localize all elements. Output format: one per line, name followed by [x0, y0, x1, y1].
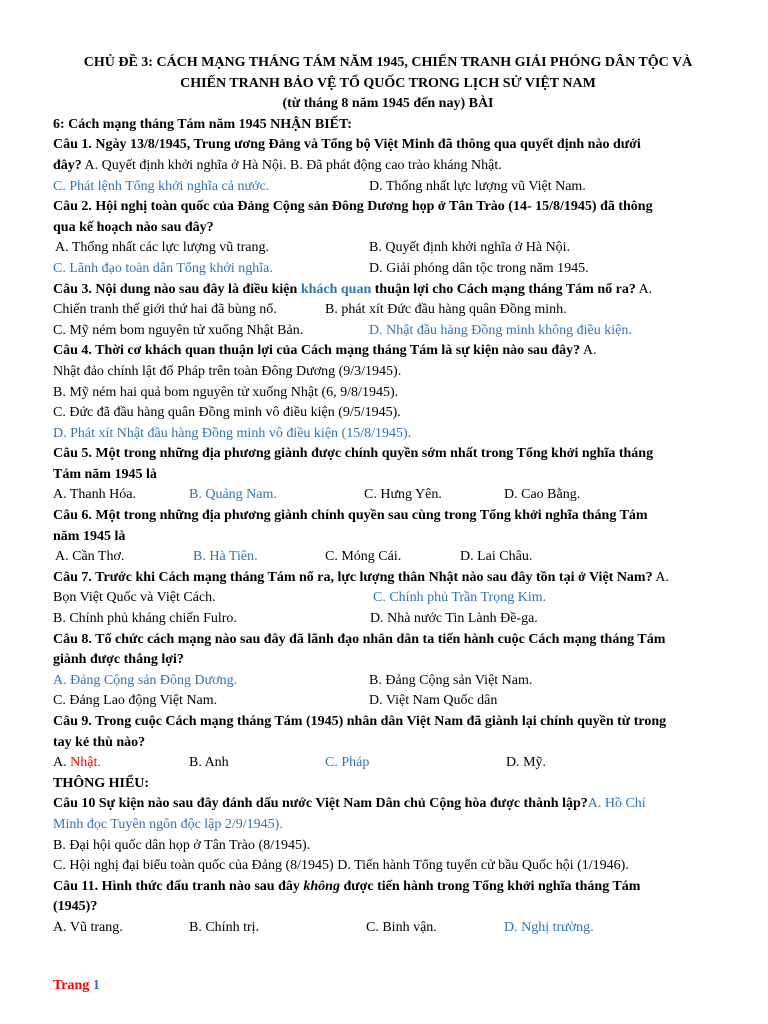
question-9-options	[53, 753, 723, 774]
question-3-line-1	[53, 280, 723, 301]
question-6-options	[53, 547, 723, 568]
question-10-options-cd: C. Hội nghị đại biểu toàn quốc của Đảng (8/1945) D. Tiến hành Tổng tuyển cử bầu Quốc hội (1/1946).	[53, 858, 629, 874]
question-9	[53, 712, 723, 774]
question-5-options	[53, 485, 723, 506]
question-3-keyword: khách quan	[300, 281, 372, 297]
question-1-options-ab: A. Quyết định khởi nghĩa ở Hà Nội. B. Đã phát động cao trào kháng Nhật.	[81, 157, 502, 173]
page-footer	[53, 976, 100, 997]
question-4-option-d-prefix: D.	[53, 425, 67, 441]
question-4-option-c: C. Đức đã đầu hàng quân Đồng minh vô điều kiện (9/5/1945).	[53, 405, 401, 421]
question-10-line-1	[53, 794, 723, 815]
question-2-option-a: A. Thống nhất các lực lượng vũ trang.	[55, 240, 269, 256]
question-4-option-b: B. Mỹ ném hai quả bom nguyên tử xuống Nhật (6, 9/8/1945).	[53, 384, 399, 400]
question-5-option-b: B. Quảng Nam.	[189, 487, 277, 503]
question-7-options-bd	[53, 609, 723, 630]
question-7-text: Câu 7. Trước khi Cách mạng tháng Tám nổ ra, lực lượng thân Nhật nào sau đây tồn tại ở Việt Nam?	[53, 569, 653, 585]
question-1-options-cd	[53, 177, 723, 198]
page-number: 1	[92, 978, 100, 993]
question-3-option-b: B. phát xít Đức đầu hàng quân Đồng minh.	[325, 302, 567, 318]
title-line-2: CHIẾN TRANH BẢO VỆ TỔ QUỐC TRONG LỊCH SỬ VIỆT NAM	[180, 75, 596, 91]
question-1-option-c: C. Phát lệnh Tổng khởi nghĩa cả nước.	[53, 178, 270, 194]
question-2-options-ab	[53, 238, 723, 259]
question-3-option-c: C. Mỹ ném bom nguyên tử xuống Nhật Bản.	[53, 322, 304, 338]
question-7-option-a-prefix: A.	[652, 569, 669, 585]
question-9-option-b: B. Anh	[189, 755, 229, 771]
question-9-option-a-prefix: A.	[53, 755, 71, 771]
question-3-option-d: D. Nhật đầu hàng Đồng minh không điều kiện.	[369, 322, 632, 338]
question-3-option-a: Chiến tranh thế giới thứ hai đã bùng nổ.	[53, 302, 277, 318]
question-10	[53, 794, 723, 876]
question-10-option-a-end: Minh đọc Tuyên ngôn độc lập 2/9/1945).	[53, 816, 283, 832]
document-title	[53, 53, 723, 115]
question-5-option-a: A. Thanh Hóa.	[53, 487, 136, 503]
question-11-text-2: (1945)?	[53, 899, 98, 915]
question-7-option-b: B. Chính phủ kháng chiến Fulro.	[53, 611, 237, 627]
question-11-line-1	[53, 877, 723, 898]
question-9-option-d: D. Mỹ.	[506, 755, 547, 771]
question-8-option-c: C. Đảng Lao động Việt Nam.	[53, 693, 218, 709]
question-3-option-a-prefix: A.	[635, 281, 653, 297]
question-6-option-c: C. Móng Cái.	[325, 549, 402, 565]
question-3-options-ab	[53, 300, 723, 321]
question-1-line-2	[53, 156, 723, 177]
section-heading: 6: Cách mạng tháng Tám năm 1945 NHẬN BIẾT:	[53, 116, 352, 132]
question-2-text-2: qua kế hoạch nào sau đây?	[53, 219, 214, 235]
question-7-option-c: C. Chính phủ Trần Trọng Kim.	[373, 590, 547, 606]
question-8-option-b: B. Đảng Cộng sản Việt Nam.	[369, 672, 533, 688]
question-8-text-2: giành được thắng lợi?	[53, 652, 184, 668]
question-6-option-b: B. Hà Tiên.	[193, 549, 258, 565]
question-11-option-b: B. Chính trị.	[189, 919, 260, 935]
question-6	[53, 506, 723, 568]
question-4-text: Câu 4. Thời cơ khách quan thuận lợi của Cách mạng tháng Tám là sự kiện nào sau đây?	[53, 343, 581, 359]
question-2-option-b: B. Quyết định khởi nghĩa ở Hà Nội.	[369, 240, 571, 256]
question-4-option-a-prefix: A.	[580, 343, 597, 359]
question-5-text-1: Câu 5. Một trong những địa phương giành được chính quyền sớm nhất trong Tổng khởi nghĩa tháng	[53, 446, 654, 462]
question-11-text-end: được tiến hành trong Tổng khởi nghĩa tháng Tám	[339, 878, 641, 894]
question-4-line-1	[53, 341, 723, 362]
question-3-options-cd	[53, 321, 723, 342]
question-2-option-d: D. Giải phóng dân tộc trong năm 1945.	[369, 260, 589, 276]
section-heading-2: THÔNG HIỂU:	[53, 775, 150, 791]
question-10-text: Câu 10 Sự kiện nào sau đây đánh dấu nước Việt Nam Dân chủ Cộng hòa được thành lập?	[53, 796, 588, 812]
question-8-option-a: A. Đảng Cộng sản Đông Dương.	[53, 672, 238, 688]
page-label: Trang	[53, 978, 90, 993]
question-6-text-2: năm 1945 là	[53, 528, 126, 544]
question-7-option-d: D. Nhà nước Tin Lành Đề-ga.	[370, 611, 538, 627]
document-content	[53, 53, 723, 939]
question-6-option-d: D. Lai Châu.	[460, 549, 533, 565]
question-2	[53, 197, 723, 279]
question-5-option-d: D. Cao Bằng.	[504, 487, 581, 503]
question-2-option-c: C. Lãnh đạo toàn dân Tổng khởi nghĩa.	[53, 260, 273, 276]
question-11-option-a: A. Vũ trang.	[53, 919, 123, 935]
question-11	[53, 877, 723, 939]
question-5	[53, 444, 723, 506]
question-2-text-1: Câu 2. Hội nghị toàn quốc của Đảng Cộng sản Đông Dương họp ở Tân Trào (14- 15/8/1945) đã thông	[53, 199, 653, 215]
question-3	[53, 280, 723, 342]
question-11-option-d: D. Nghị trường.	[504, 919, 594, 935]
question-7-options-ac	[53, 588, 723, 609]
question-11-text-start: Câu 11. Hình thức đấu tranh nào sau đây	[53, 878, 304, 894]
question-4-option-d-text: Phát xít Nhật đầu hàng Đồng minh vô điều kiện (15/8/1945).	[66, 425, 412, 441]
question-7-option-a: Bọn Việt Quốc và Việt Cách.	[53, 590, 216, 606]
question-9-text-1: Câu 9. Trong cuộc Cách mạng tháng Tám (1945) nhân dân Việt Nam đã giành lại chính quyền từ trong	[53, 714, 667, 729]
question-1-text-end: đây?	[53, 157, 82, 173]
question-11-keyword: không	[303, 878, 340, 894]
question-4	[53, 341, 723, 444]
question-2-options-cd	[53, 259, 723, 280]
question-9-text-2: tay kẻ thù nào?	[53, 734, 146, 750]
question-4-option-d	[53, 424, 723, 445]
question-8-option-d: D. Việt Nam Quốc dân	[369, 693, 498, 709]
question-1-option-d: D. Thống nhất lực lượng vũ Việt Nam.	[369, 178, 586, 194]
question-8	[53, 630, 723, 712]
question-8-options-cd	[53, 691, 723, 712]
title-line-3: (từ tháng 8 năm 1945 đến nay) BÀI	[282, 96, 494, 112]
question-10-option-b: B. Đại hội quốc dân họp ở Tân Trào (8/1945).	[53, 837, 311, 853]
question-8-text-1: Câu 8. Tổ chức cách mạng nào sau đây đã lãnh đạo nhân dân ta tiến hành cuộc Cách mạng tháng Tám	[53, 631, 666, 647]
question-1	[53, 135, 723, 197]
title-line-1: CHỦ ĐỀ 3: CÁCH MẠNG THÁNG TÁM NĂM 1945, CHIẾN TRANH GIẢI PHÓNG DÂN TỘC VÀ	[83, 55, 693, 70]
question-10-option-a-start: A. Hồ Chí	[587, 796, 646, 812]
question-3-text-end: thuận lợi cho Cách mạng tháng Tám nổ ra?	[371, 281, 636, 297]
question-7	[53, 568, 723, 630]
question-8-options-ab	[53, 671, 723, 692]
question-9-option-c: C. Pháp	[325, 755, 370, 771]
question-11-option-c: C. Binh vận.	[366, 919, 437, 935]
question-3-text-start: Câu 3. Nội dung nào sau đây là điều kiện	[53, 281, 301, 297]
question-7-line-1	[53, 568, 723, 589]
question-5-option-c: C. Hưng Yên.	[364, 487, 442, 503]
question-9-option-a	[53, 753, 101, 774]
question-6-text-1: Câu 6. Một trong những địa phương giành chính quyền sau cùng trong Tổng khởi nghĩa tháng Tám	[53, 508, 648, 524]
question-5-text-2: Tám năm 1945 là	[53, 466, 157, 482]
question-4-option-a: Nhật đảo chính lật đổ Pháp trên toàn Đông Dương (9/3/1945).	[53, 363, 402, 379]
question-9-option-a-text: Nhật.	[70, 755, 101, 771]
question-1-text: Câu 1. Ngày 13/8/1945, Trung ương Đảng và Tổng bộ Việt Minh đã thông qua quyết định nào dưới	[53, 137, 641, 153]
question-6-option-a: A. Cần Thơ.	[55, 549, 125, 565]
question-11-options	[53, 918, 723, 939]
